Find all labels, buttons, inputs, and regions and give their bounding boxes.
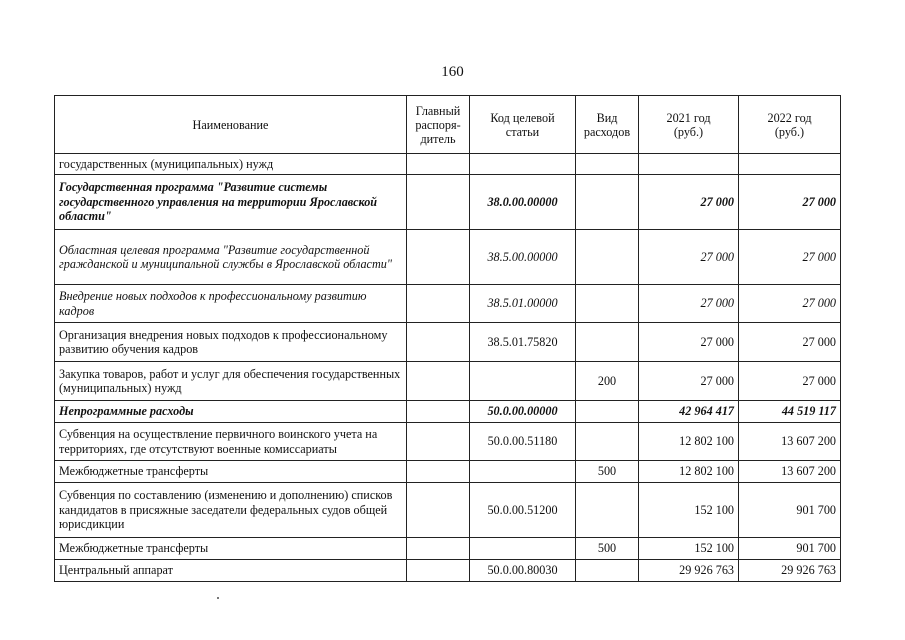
cell-manager [407,285,470,323]
table-row [55,230,841,285]
cell-code [470,461,576,483]
cell-2022 [739,154,841,175]
cell-type [576,154,639,175]
table-row [55,175,841,230]
cell-2021: 152 100 [639,538,739,560]
table-row [55,423,841,461]
cell-name: Непрограммные расходы [55,401,407,423]
table-row [55,323,841,362]
cell-name: Организация внедрения новых подходов к профессиональному развитию обучения кадров [55,323,407,362]
cell-name: Внедрение новых подходов к профессиональному развитию кадров [55,285,407,323]
cell-code: 38.0.00.00000 [470,175,576,230]
table-row [55,538,841,560]
header-name: Наименование [55,96,407,154]
cell-2022: 27 000 [739,175,841,230]
cell-name: Государственная программа "Развитие системы государственного управления на территории Ярославской области" [55,175,407,230]
table-row [55,401,841,423]
cell-2022: 27 000 [739,362,841,401]
cell-name: Субвенция на осуществление первичного воинского учета на территориях, где отсутствуют военные комиссариаты [55,423,407,461]
cell-code: 38.5.01.00000 [470,285,576,323]
cell-2021: 27 000 [639,362,739,401]
cell-code: 38.5.01.75820 [470,323,576,362]
table-row [55,461,841,483]
cell-2021: 27 000 [639,285,739,323]
cell-2021: 27 000 [639,230,739,285]
cell-2021: 12 802 100 [639,423,739,461]
cell-type [576,175,639,230]
cell-2022: 901 700 [739,483,841,538]
cell-type [576,230,639,285]
cell-name: Межбюджетные трансферты [55,538,407,560]
cell-code: 50.0.00.00000 [470,401,576,423]
cell-2021 [639,154,739,175]
cell-manager [407,175,470,230]
cell-2022: 27 000 [739,230,841,285]
cell-2022: 13 607 200 [739,461,841,483]
cell-2021: 12 802 100 [639,461,739,483]
cell-2022: 44 519 117 [739,401,841,423]
cell-code [470,154,576,175]
table-row [55,483,841,538]
cell-manager [407,423,470,461]
cell-type: 500 [576,461,639,483]
cell-manager [407,323,470,362]
header-type: Вид расходов [576,96,639,154]
cell-2021: 152 100 [639,483,739,538]
cell-manager [407,154,470,175]
cell-2022: 27 000 [739,285,841,323]
table-row [55,362,841,401]
cell-type [576,285,639,323]
table-row [55,560,841,582]
cell-type [576,423,639,461]
cell-manager [407,230,470,285]
cell-type [576,560,639,582]
cell-type [576,483,639,538]
header-2022: 2022 год (руб.) [739,96,841,154]
cell-manager [407,401,470,423]
cell-2022: 13 607 200 [739,423,841,461]
cell-type [576,323,639,362]
cell-2021: 42 964 417 [639,401,739,423]
cell-code: 38.5.00.00000 [470,230,576,285]
table-row [55,285,841,323]
header-manager: Главный распоря- дитель [407,96,470,154]
scan-speck [217,597,219,599]
cell-type [576,401,639,423]
header-code: Код целевой статьи [470,96,576,154]
cell-code: 50.0.00.80030 [470,560,576,582]
cell-code: 50.0.00.51200 [470,483,576,538]
cell-name: Центральный аппарат [55,560,407,582]
header-row [55,96,841,154]
cell-type: 500 [576,538,639,560]
cell-manager [407,560,470,582]
cell-2021: 27 000 [639,175,739,230]
cell-2022: 27 000 [739,323,841,362]
cell-2022: 901 700 [739,538,841,560]
cell-code [470,362,576,401]
cell-name: Закупка товаров, работ и услуг для обеспечения государственных (муниципальных) нужд [55,362,407,401]
cell-manager [407,483,470,538]
budget-table [54,95,841,582]
table-row [55,154,841,175]
header-2021: 2021 год (руб.) [639,96,739,154]
cell-manager [407,362,470,401]
cell-type: 200 [576,362,639,401]
cell-code: 50.0.00.51180 [470,423,576,461]
cell-2022: 29 926 763 [739,560,841,582]
cell-2021: 29 926 763 [639,560,739,582]
cell-name: Межбюджетные трансферты [55,461,407,483]
cell-name: государственных (муниципальных) нужд [55,154,407,175]
cell-manager [407,461,470,483]
cell-2021: 27 000 [639,323,739,362]
cell-name: Субвенция по составлению (изменению и дополнению) списков кандидатов в присяжные заседатели федеральных судов общей юрисдикции [55,483,407,538]
cell-code [470,538,576,560]
cell-name: Областная целевая программа "Развитие государственной гражданской и муниципальной службы в Ярославской области" [55,230,407,285]
cell-manager [407,538,470,560]
page-number: 160 [441,64,464,80]
